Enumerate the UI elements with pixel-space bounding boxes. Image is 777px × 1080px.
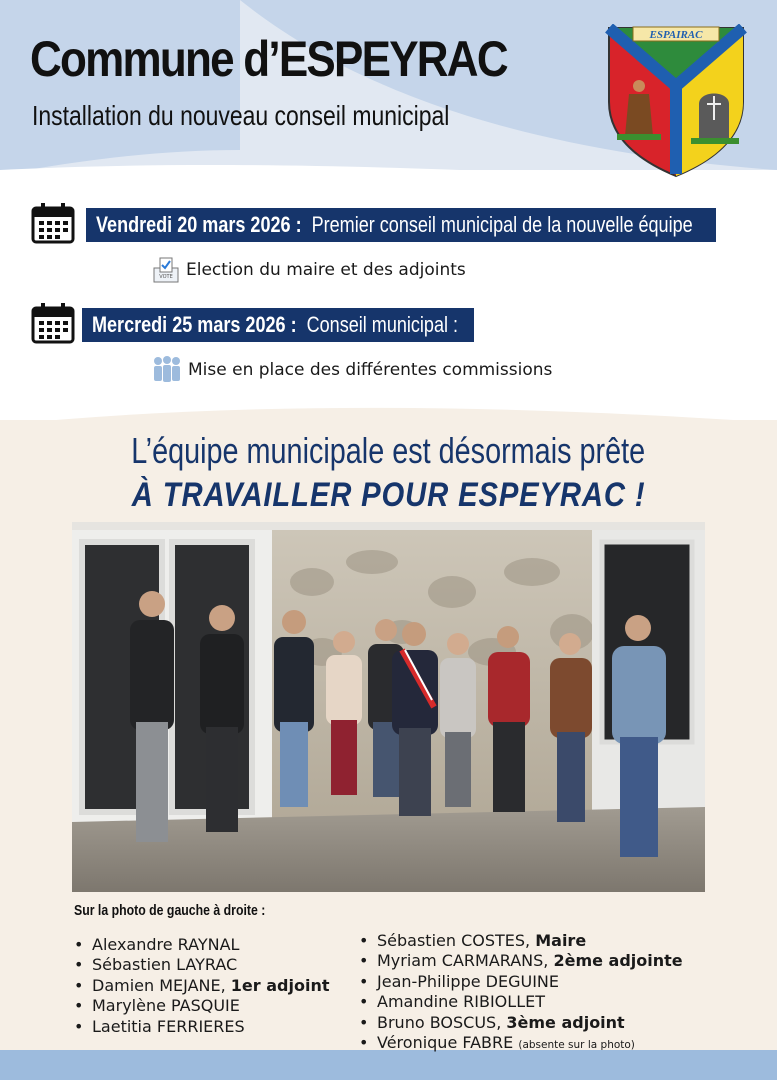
list-item: • Sébastien COSTES, Maire: [357, 931, 683, 951]
footer-bar: [0, 1050, 777, 1080]
people-group-icon: [152, 355, 182, 385]
event-detail-2: [152, 355, 552, 385]
members-list-left: [72, 935, 329, 1037]
team-photo: [72, 522, 705, 892]
list-item: • Sébastien LAYRAC: [72, 955, 329, 975]
list-item: • Bruno BOSCUS, 3ème adjoint: [357, 1013, 683, 1033]
list-item: • Véronique FABRE (absente sur la photo): [357, 1033, 683, 1053]
event-detail-text-1: Election du maire et des adjoints: [186, 260, 466, 280]
event-banner-1: [86, 208, 716, 242]
list-item: • Amandine RIBIOLLET: [357, 992, 683, 1012]
list-item: • Damien MEJANE, 1er adjoint: [72, 976, 329, 996]
members-list-right: [357, 931, 683, 1053]
svg-text:VOTE: VOTE: [159, 274, 173, 280]
crest-label: ESPAIRAC: [649, 29, 703, 41]
calendar-icon: [31, 302, 75, 344]
page-title: Commune d’ESPEYRAC: [30, 31, 507, 87]
list-item: • Alexandre RAYNAL: [72, 935, 329, 955]
event-banner-2: [82, 308, 474, 342]
event-title-1: Premier conseil municipal de la nouvelle équipe: [311, 212, 693, 237]
coat-of-arms-logo: [605, 24, 747, 180]
ballot-box-icon: [152, 256, 180, 284]
event-date-2: Mercredi 25 mars 2026 :: [92, 312, 297, 337]
team-headline: L’équipe municipale est désormais prête: [131, 430, 646, 471]
page-subtitle: Installation du nouveau conseil municipal: [32, 100, 450, 131]
list-item: • Marylène PASQUIE: [72, 996, 329, 1016]
list-item: • Myriam CARMARANS, 2ème adjointe: [357, 951, 683, 971]
event-detail-1: [152, 256, 466, 284]
list-item: • Laetitia FERRIERES: [72, 1017, 329, 1037]
calendar-icon: [31, 202, 75, 244]
team-headline-emphasis: À TRAVAILLER POUR ESPEYRAC !: [131, 476, 646, 514]
event-title-2: Conseil municipal :: [306, 312, 459, 337]
event-date-1: Vendredi 20 mars 2026 :: [96, 212, 302, 237]
list-item: • Jean-Philippe DEGUINE: [357, 972, 683, 992]
event-detail-text-2: Mise en place des différentes commissions: [188, 360, 553, 380]
absence-note: (absente sur la photo): [518, 1038, 635, 1051]
photo-caption-title: Sur la photo de gauche à droite :: [74, 902, 266, 919]
